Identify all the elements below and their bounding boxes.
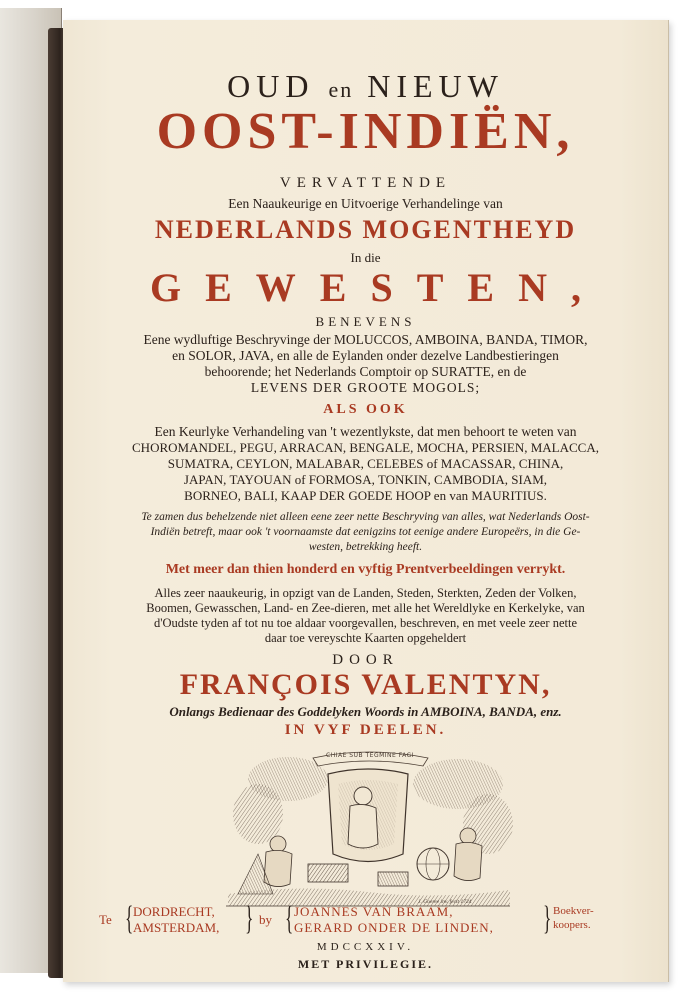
engraver-signature: J. Goeree inv. fecit 1724 bbox=[418, 899, 472, 905]
title-page bbox=[63, 20, 669, 982]
benevens-heading: BENEVENS bbox=[315, 314, 416, 329]
volumes-line: IN VYF DEELEN. bbox=[284, 722, 447, 738]
title-word-nieuw: NIEUW bbox=[367, 68, 504, 104]
vignette-motto: CHIAE SUB TEGMINE FAGI bbox=[326, 752, 415, 759]
accuracy-line: daar toe vereyschte Kaarten opgeheldert bbox=[264, 631, 467, 645]
benevens-line: behoorende; het Nederlands Comptoir op SURATTE, en de bbox=[204, 364, 527, 379]
author-role: Onlangs Bedienaar des Goddelyken Woords in AMBOINA, BANDA, enz. bbox=[169, 704, 562, 719]
nederlands-mogentheyd: NEDERLANDS MOGENTHEYD bbox=[154, 215, 577, 244]
privilege: MET PRIVILEGIE. bbox=[297, 957, 434, 971]
title-oost-indien: OOST-INDIËN, bbox=[156, 103, 575, 160]
brace-icon: } bbox=[245, 900, 254, 937]
imprint-by: by bbox=[259, 912, 272, 927]
brace-icon: { bbox=[125, 900, 134, 937]
brace-icon: { bbox=[285, 900, 294, 937]
imprint-publisher: GERARD ONDER DE LINDEN, bbox=[294, 920, 494, 935]
title-word-oud: OUD bbox=[227, 68, 315, 104]
benevens-line: LEVENS DER GROOTE MOGOLS; bbox=[250, 380, 481, 395]
vignette-illustration bbox=[218, 744, 518, 914]
accuracy-line: Boomen, Gewasschen, Land- en Zee-dieren, met alle het Wereldlyke en Kerkelyke, van bbox=[146, 601, 585, 615]
als-ook-line: Een Keurlyke Verhandeling van 't wezentlykste, dat men behoort te weten van bbox=[154, 424, 577, 439]
engraved-vignette bbox=[218, 744, 518, 914]
als-ook-heading: ALS OOK bbox=[323, 402, 408, 417]
italic-note-line: Indiën betreft, maar ook 't voornaamste dat eenigzins tot eenige andere Europeërs, in die Ge- bbox=[150, 526, 581, 538]
prints-line: Met meer dan thien honderd en vyftig Prentverbeeldingen verrykt. bbox=[165, 562, 566, 577]
accuracy-line: d'Oudste tyden af tot nu toe aldaar voorgevallen, beschreven, en met veele zeer nette bbox=[153, 616, 578, 630]
benevens-line: en SOLOR, JAVA, en alle de Eylanden onder dezelve Landbestieringen bbox=[172, 348, 559, 363]
accuracy-line: Alles zeer naaukeurig, in opzigt van de Landen, Steden, Sterkten, Zeden der Volken, bbox=[154, 586, 577, 600]
year: MDCCXXIV. bbox=[316, 941, 415, 953]
subtitle-een: Een Naaukeurige en Uitvoerige Verhandelinge van bbox=[228, 196, 503, 211]
imprint-city: DORDRECHT, bbox=[133, 904, 215, 919]
author-name: FRANÇOIS VALENTYN, bbox=[179, 668, 552, 701]
vervattende: VERVATTENDE bbox=[279, 175, 452, 191]
gewesten: GEWESTEN, bbox=[150, 265, 605, 310]
als-ook-line: SUMATRA, CEYLON, MALABAR, CELEBES of MACASSAR, CHINA, bbox=[167, 456, 564, 471]
als-ook-line: BORNEO, BALI, KAAP DER GOEDE HOOP en van MAURITIUS. bbox=[184, 488, 547, 503]
brace-icon: } bbox=[543, 900, 552, 937]
imprint-publisher: JOANNES VAN BRAAM, bbox=[294, 904, 454, 919]
title-line-oud-en-nieuw bbox=[63, 68, 668, 105]
imprint-te: Te bbox=[99, 912, 112, 927]
als-ook-line: JAPAN, TAYOUAN of FORMOSA, TONKIN, CAMBODIA, SIAM, bbox=[183, 472, 548, 487]
door: DOOR bbox=[332, 652, 399, 668]
imprint-trade: koopers. bbox=[553, 919, 591, 931]
italic-note-line: westen, betrekking heeft. bbox=[308, 541, 423, 553]
title-word-en: en bbox=[328, 77, 354, 102]
italic-note-line: Te zamen dus behelzende niet alleen eene zeer nette Beschryving van alles, wat Nederlands Oost- bbox=[141, 511, 590, 523]
als-ook-line: CHOROMANDEL, PEGU, ARRACAN, BENGALE, MOCHA, PERSIEN, MALACCA, bbox=[132, 440, 599, 455]
in-die: In die bbox=[350, 250, 381, 265]
imprint-trade: Boekver- bbox=[553, 905, 594, 917]
book bbox=[0, 8, 684, 993]
imprint-city: AMSTERDAM, bbox=[133, 920, 220, 935]
benevens-line: Eene wydluftige Beschryvinge der MOLUCCOS, AMBOINA, BANDA, TIMOR, bbox=[143, 332, 588, 347]
